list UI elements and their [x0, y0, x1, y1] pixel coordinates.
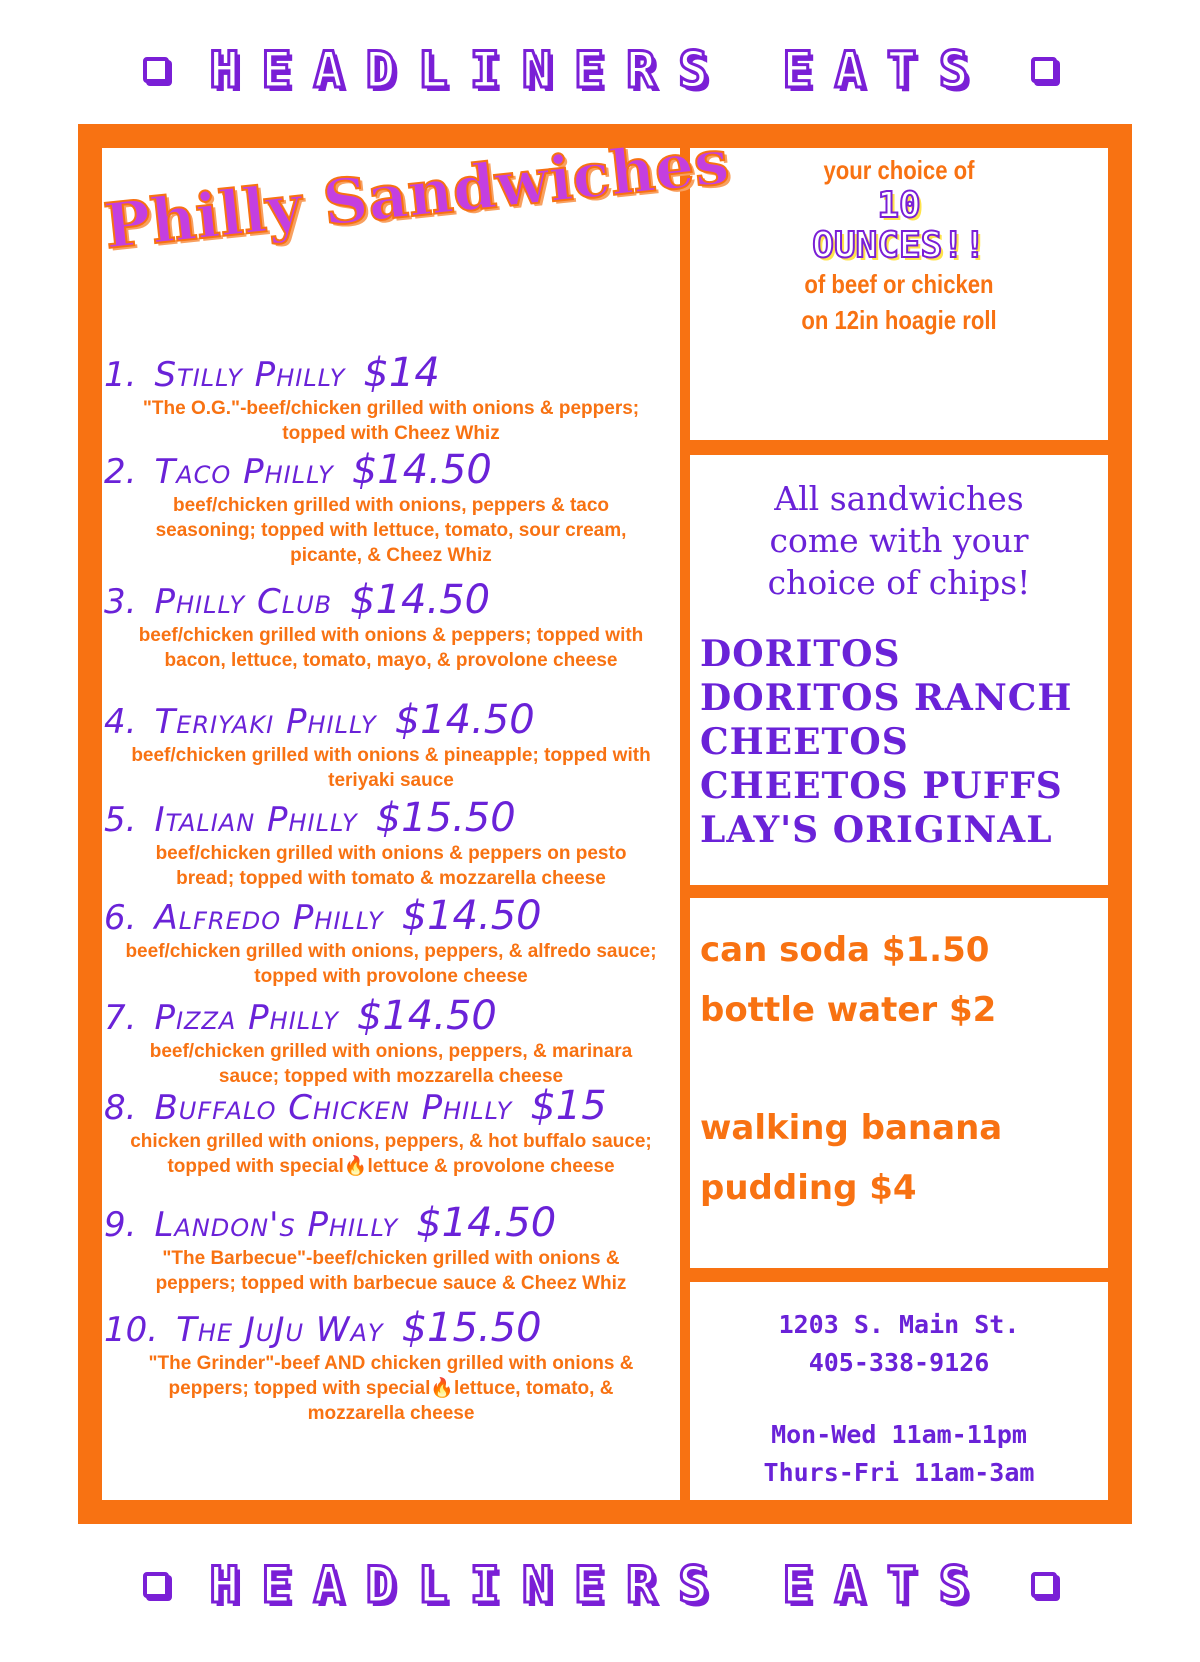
chips-list: [700, 632, 1100, 852]
item-description: chicken grilled with onions, peppers, & hot buffalo sauce; topped with special🔥lettuce & provolone cheese: [130, 1131, 652, 1177]
item-price: $15.50: [375, 795, 516, 841]
item-title: [102, 1200, 680, 1246]
item-price: $15.50: [401, 1305, 542, 1351]
item-title: [102, 795, 680, 841]
item-number: 2.: [104, 452, 137, 492]
item-description: beef/chicken grilled with onions, peppers, & marinara sauce; topped with mozzarella cheese: [149, 1041, 633, 1087]
item-name: Alfredo Philly: [154, 898, 384, 938]
drink-water: bottle water $2: [700, 990, 997, 1030]
chips-intro-line: choice of chips!: [767, 563, 1031, 602]
chip-option: DORITOS RANCH: [700, 677, 1073, 719]
hours-line-1: Mon-Wed 11am-11pm: [771, 1420, 1027, 1449]
item-price: $14.50: [351, 447, 492, 493]
item-price: $14.50: [416, 1200, 557, 1246]
item-title: [102, 893, 680, 939]
square-bullet-icon: [1031, 57, 1057, 83]
item-title: [102, 993, 680, 1039]
item-number: 8.: [104, 1088, 137, 1128]
item-name: Italian Philly: [154, 800, 358, 840]
item-description: beef/chicken grilled with onions, peppers, & alfredo sauce; topped with provolone cheese: [125, 941, 657, 987]
item-name: The JuJu Way: [176, 1310, 384, 1350]
item-title: [102, 1305, 680, 1351]
promo-text: [690, 155, 1108, 338]
menu-item: [102, 350, 680, 446]
address: 1203 S. Main St.: [778, 1310, 1020, 1339]
chip-option: CHEETOS PUFFS: [700, 765, 1063, 807]
item-number: 9.: [104, 1205, 137, 1245]
item-price: $14.50: [350, 577, 491, 623]
item-name: Pizza Philly: [154, 998, 339, 1038]
promo-big-1: 10: [877, 185, 921, 226]
item-name: Stilly Philly: [154, 355, 346, 395]
top-banner: [0, 30, 1200, 110]
menu-item: [102, 447, 680, 568]
promo-line-3: on 12in hoagie roll: [801, 305, 997, 335]
phone-number: 405-338-9126: [808, 1348, 990, 1377]
menu-item: [102, 993, 680, 1089]
promo-big-2: OUNCES!!: [812, 225, 986, 266]
item-title: [102, 1083, 680, 1129]
item-name: Buffalo Chicken Philly: [154, 1088, 513, 1128]
item-name: Taco Philly: [154, 452, 334, 492]
menu-item: [102, 893, 680, 989]
banner-title: HEADLINERS EATS: [209, 1556, 991, 1614]
item-name: Landon's Philly: [154, 1205, 399, 1245]
chip-option: DORITOS: [700, 633, 901, 675]
menu-item: [102, 697, 680, 793]
menu-item: [102, 577, 680, 673]
item-description: beef/chicken grilled with onions & peppers on pesto bread; topped with tomato & mozzarella cheese: [155, 843, 627, 889]
menu-item: [102, 1083, 680, 1179]
chips-intro-line: All sandwiches: [774, 479, 1024, 518]
square-bullet-icon: [143, 57, 169, 83]
item-title: [102, 697, 680, 743]
dessert-line-1: walking banana: [700, 1108, 1003, 1148]
banner-title: HEADLINERS EATS: [209, 41, 991, 99]
menu-item: [102, 795, 680, 891]
item-description: beef/chicken grilled with onions & peppers; topped with bacon, lettuce, tomato, mayo, & provolone cheese: [138, 625, 644, 671]
drink-soda: can soda $1.50: [700, 930, 990, 970]
item-price: $14.50: [394, 697, 535, 743]
dessert-line-2: pudding $4: [700, 1168, 917, 1208]
item-number: 10.: [104, 1310, 159, 1350]
item-price: $14: [363, 350, 440, 396]
hours-line-2: Thurs-Fri 11am-3am: [763, 1458, 1035, 1487]
bottom-banner: [0, 1545, 1200, 1625]
item-price: $15: [530, 1083, 607, 1129]
item-title: [102, 350, 680, 396]
item-name: Teriyaki Philly: [154, 702, 377, 742]
item-description: "The Barbecue"-beef/chicken grilled with onions & peppers; topped with barbecue sauce & Cheez Whiz: [155, 1248, 627, 1294]
square-bullet-icon: [143, 1572, 169, 1598]
chip-option: LAY'S ORIGINAL: [700, 809, 1053, 851]
chip-option: CHEETOS: [700, 721, 909, 763]
item-title: [102, 577, 680, 623]
item-description: beef/chicken grilled with onions & pineapple; topped with teriyaki sauce: [131, 745, 651, 791]
promo-line-2: of beef or chicken: [804, 269, 994, 299]
item-number: 5.: [104, 800, 137, 840]
chips-intro: [690, 478, 1108, 604]
item-price: $14.50: [356, 993, 497, 1039]
item-number: 6.: [104, 898, 137, 938]
item-number: 1.: [104, 355, 137, 395]
item-number: 3.: [104, 582, 137, 622]
promo-line-1: your choice of: [823, 155, 975, 185]
item-description: beef/chicken grilled with onions, peppers & taco seasoning; topped with lettuce, tomato, sour cream, picante, & Cheez Whiz: [155, 495, 627, 566]
item-title: [102, 447, 680, 493]
item-price: $14.50: [401, 893, 542, 939]
menu-heading: Philly Sandwiches: [100, 124, 733, 263]
item-name: Philly Club: [154, 582, 333, 622]
menu-item: [102, 1200, 680, 1296]
square-bullet-icon: [1031, 1572, 1057, 1598]
item-description: "The Grinder"-beef AND chicken grilled with onions & peppers; topped with special🔥lettuce, tomato, & mozzarella cheese: [148, 1353, 634, 1424]
item-number: 7.: [104, 998, 137, 1038]
chips-intro-line: come with your: [769, 521, 1029, 560]
item-number: 4.: [104, 702, 137, 742]
menu-item: [102, 1305, 680, 1426]
item-description: "The O.G."-beef/chicken grilled with onions & peppers; topped with Cheez Whiz: [142, 398, 640, 444]
